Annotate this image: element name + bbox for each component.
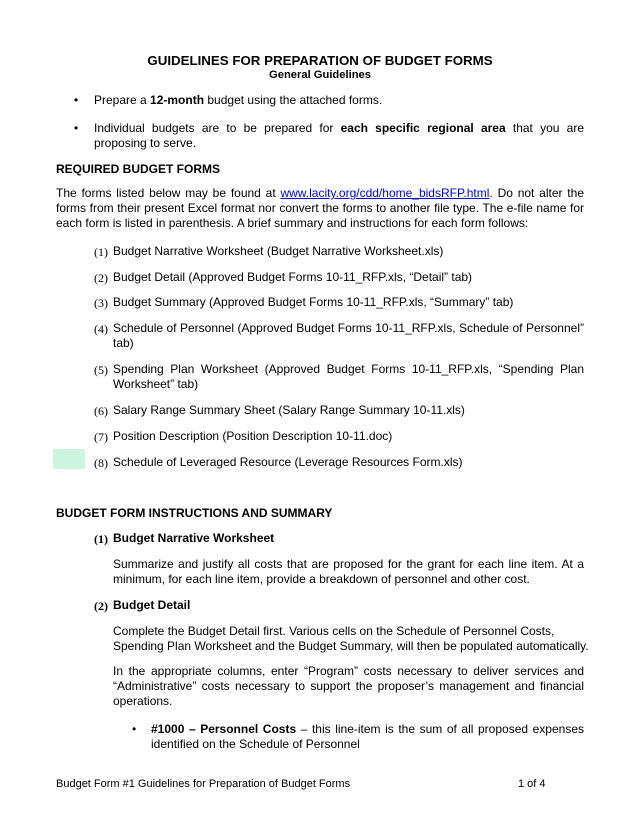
list-item: Budget Detail (Approved Budget Forms 10-11_RFP.xls, “Detail” tab) <box>113 270 473 284</box>
list-item: Budget Narrative Worksheet (Budget Narrative Worksheet.xls) <box>113 244 444 258</box>
list-item: Salary Range Summary Sheet (Salary Range Summary 10-11.xls) <box>113 403 465 417</box>
section-number: (2) <box>94 599 108 613</box>
required-forms-heading: REQUIRED BUDGET FORMS <box>56 162 221 176</box>
required-forms-paragraph: The forms listed below may be found at www.lacity.org/cdd/home_bidsRFP.html. Do not alter the forms from their present Excel format nor convert the forms to another file type. The e-file name for each form is listed in parenthesis. A brief summary and instructions for each form follows: <box>56 186 584 230</box>
list-number: (4) <box>94 322 108 336</box>
list-number: (3) <box>94 296 108 310</box>
list-number: (1) <box>94 245 108 259</box>
list-item: Schedule of Leveraged Resource (Leverage Resources Form.xls) <box>113 455 463 469</box>
highlight-marker <box>53 449 85 469</box>
list-number: (8) <box>94 456 108 470</box>
list-item: Budget Summary (Approved Budget Forms 10-11_RFP.xls, “Summary” tab) <box>113 295 514 309</box>
section-paragraph: In the appropriate columns, enter “Program” costs necessary to deliver services and “Administrative” costs necessary to support the proposer’s management and financial operations. <box>113 664 584 708</box>
list-number: (7) <box>94 430 108 444</box>
list-item: Schedule of Personnel (Approved Budget Forms 10-11_RFP.xls, Schedule of Personnel” tab) <box>113 321 584 350</box>
intro-bullet-2: Individual budgets are to be prepared for each specific regional area that you are proposing to serve. <box>94 121 584 150</box>
intro-bullet-1: Prepare a 12-month budget using the attached forms. <box>94 93 383 107</box>
section-title: Budget Detail <box>113 598 191 612</box>
document-title: GUIDELINES FOR PREPARATION OF BUDGET FORMS <box>147 53 493 68</box>
list-number: (5) <box>94 363 108 377</box>
page-number: 1 of 4 <box>518 778 546 790</box>
personnel-costs-bullet: #1000 – Personnel Costs – this line-item is the sum of all proposed expenses identified on the Schedule of Personnel <box>151 722 584 751</box>
list-item: Spending Plan Worksheet (Approved Budget Forms 10-11_RFP.xls, “Spending Plan Worksheet” tab) <box>113 362 584 391</box>
bullet-dot: • <box>74 93 79 107</box>
rfp-link[interactable]: www.lacity.org/cdd/home_bidsRFP.html <box>280 186 490 200</box>
section-title: Budget Narrative Worksheet <box>113 531 275 545</box>
document-subtitle: General Guidelines <box>269 69 371 81</box>
instructions-heading: BUDGET FORM INSTRUCTIONS AND SUMMARY <box>56 506 333 520</box>
section-number: (1) <box>94 532 108 546</box>
list-number: (2) <box>94 271 108 285</box>
bullet-dot: • <box>132 722 137 736</box>
section-paragraph: Summarize and justify all costs that are proposed for the grant for each line item. At a minimum, for each line item, provide a breakdown of personnel and other cost. <box>113 557 584 586</box>
footer-title: Budget Form #1 Guidelines for Preparation of Budget Forms <box>56 778 351 790</box>
list-item: Position Description (Position Description 10-11.doc) <box>113 429 393 443</box>
list-number: (6) <box>94 404 108 418</box>
bullet-dot: • <box>74 121 79 135</box>
section-paragraph: Complete the Budget Detail first. Various cells on the Schedule of Personnel Costs, Spending Plan Worksheet and the Budget Summary, will then be populated automatically. <box>113 624 589 653</box>
